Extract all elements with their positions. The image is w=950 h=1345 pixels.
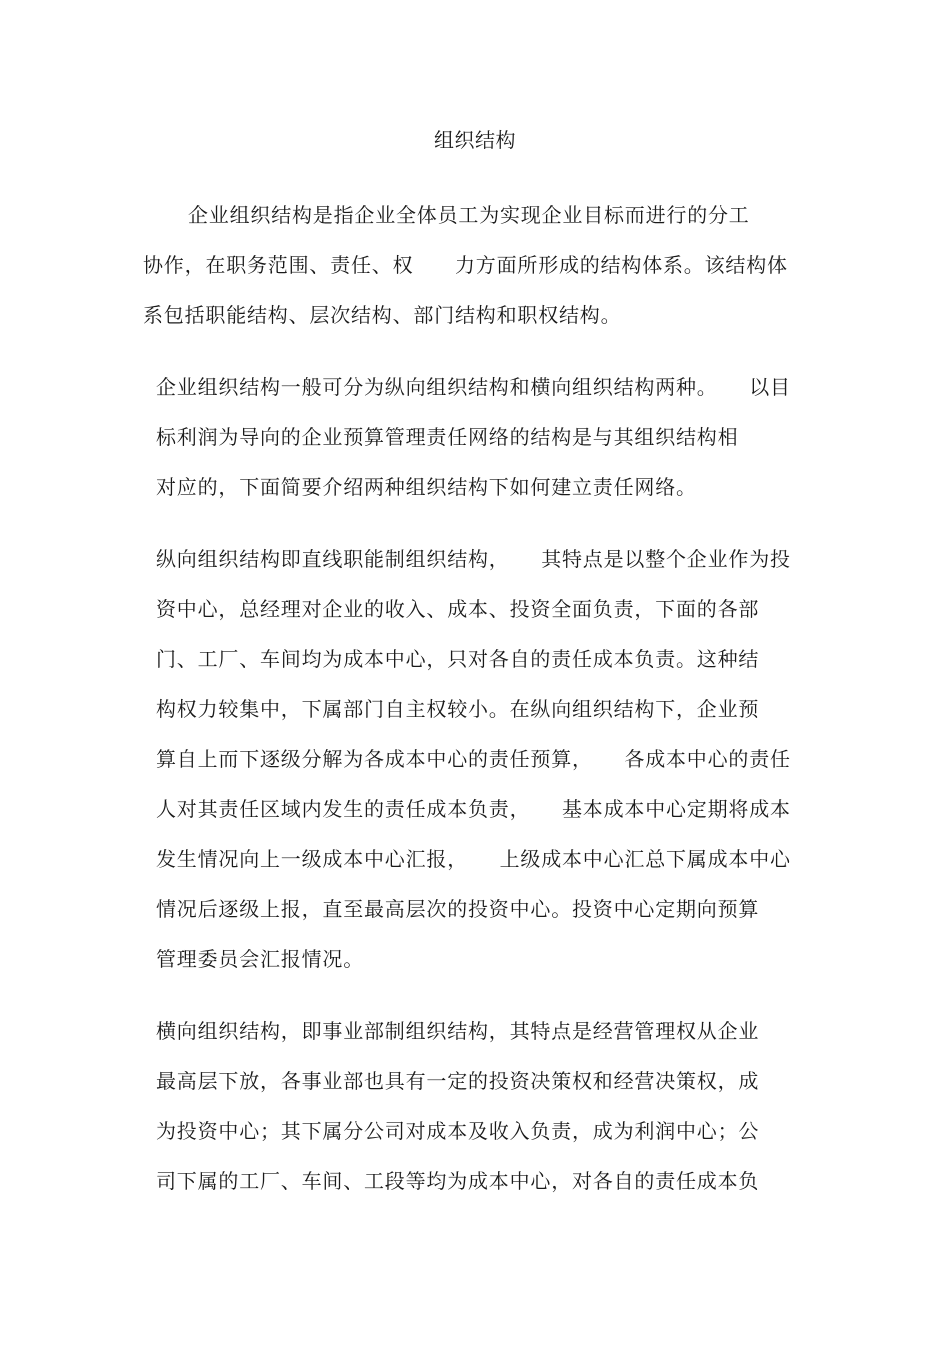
text-line: 系包括职能结构、层次结构、部门结构和职权结构。: [143, 303, 622, 327]
text-line: 司下属的工厂、车间、工段等均为成本中心，对各自的责任成本负: [156, 1169, 760, 1193]
page-title: 组织结构: [434, 128, 516, 152]
text-line: 为投资中心；其下属分公司对成本及收入负责，成为利润中心；公: [156, 1119, 760, 1143]
text-line: 构权力较集中，下属部门自主权较小。在纵向组织结构下，企业预: [156, 697, 760, 721]
text-line: 发生情况向上一级成本中心汇报， 上级成本中心汇总下属成本中心: [156, 847, 791, 871]
text-line: 最高层下放，各事业部也具有一定的投资决策权和经营决策权，成: [156, 1069, 760, 1093]
text-line: 企业组织结构一般可分为纵向组织结构和横向组织结构两种。 以目: [156, 375, 791, 399]
text-line: 管理委员会汇报情况。: [156, 947, 364, 971]
text-line: 人对其责任区域内发生的责任成本负责， 基本成本中心定期将成本: [156, 797, 791, 821]
text-line: 标利润为导向的企业预算管理责任网络的结构是与其组织结构相: [156, 425, 739, 449]
text-line: 情况后逐级上报，直至最高层次的投资中心。投资中心定期向预算: [156, 897, 760, 921]
text-line: 横向组织结构，即事业部制组织结构，其特点是经营管理权从企业: [156, 1019, 760, 1043]
text-line: 纵向组织结构即直线职能制组织结构， 其特点是以整个企业作为投: [156, 547, 791, 571]
text-line: 对应的，下面简要介绍两种组织结构下如何建立责任网络。: [156, 475, 697, 499]
text-line: 企业组织结构是指企业全体员工为实现企业目标而进行的分工: [188, 203, 750, 227]
text-line: 资中心，总经理对企业的收入、成本、投资全面负责，下面的各部: [156, 597, 760, 621]
text-line: 协作，在职务范围、责任、权 力方面所形成的结构体系。该结构体: [143, 253, 788, 277]
text-line: 门、工厂、车间均为成本中心，只对各自的责任成本负责。这种结: [156, 647, 760, 671]
text-line: 算自上而下逐级分解为各成本中心的责任预算， 各成本中心的责任: [156, 747, 791, 771]
